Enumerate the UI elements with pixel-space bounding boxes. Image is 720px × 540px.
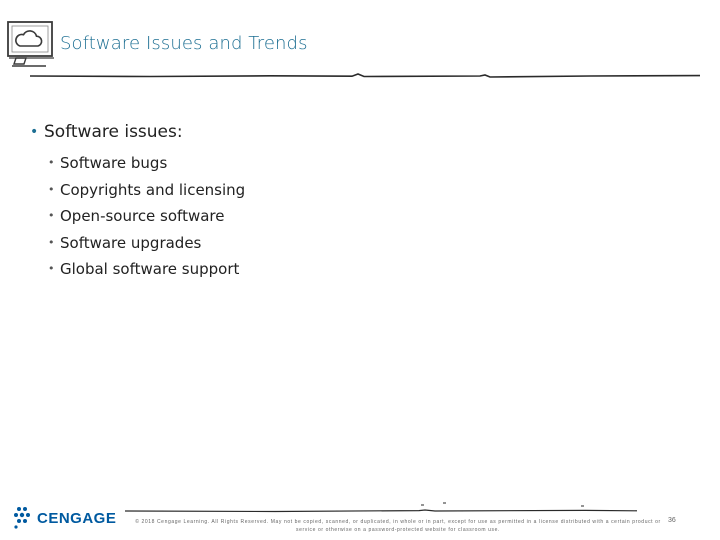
- bullet-icon: •: [48, 156, 55, 169]
- logo-text: CENGAGE: [37, 510, 117, 527]
- sub-bullet-text: Global software support: [60, 260, 240, 279]
- sub-bullet-text: Software bugs: [60, 154, 168, 172]
- header-divider: [30, 70, 700, 80]
- sub-bullet-item: [48, 230, 670, 257]
- cengage-logo: [12, 504, 122, 530]
- sub-bullet-item: [48, 150, 670, 177]
- content-area: [30, 120, 670, 283]
- sub-bullet-item: [48, 177, 670, 204]
- copyright-notice: © 2018 Cengage Learning. All Rights Reserved. May not be copied, scanned, or duplicated, in whole or in part, except for use as permitted in a license distributed with a certain product or service or otherwise on a password-protected website for classroom use.: [135, 519, 661, 533]
- bullet-icon: •: [30, 124, 39, 140]
- bullet-icon: •: [48, 235, 55, 249]
- sub-bullet-list: [30, 150, 670, 283]
- sub-bullet-text: Copyrights and licensing: [60, 180, 246, 199]
- sub-bullet-item: [48, 203, 670, 230]
- sub-bullet-item: [48, 256, 670, 283]
- bullet-icon: •: [48, 209, 55, 223]
- cloud-monitor-icon: [6, 18, 58, 70]
- sub-bullet-text: Software upgrades: [60, 233, 202, 252]
- footer-divider: [125, 493, 637, 517]
- bullet-icon: •: [48, 262, 55, 276]
- main-bullet-text: Software issues:: [44, 122, 183, 142]
- cengage-logo-icon: [14, 507, 30, 529]
- bullet-icon: •: [48, 182, 55, 196]
- page-number: 36: [668, 517, 676, 524]
- sub-bullet-text: Open-source software: [60, 207, 225, 226]
- slide-title: Software Issues and Trends: [60, 33, 308, 54]
- main-bullet: [30, 120, 670, 144]
